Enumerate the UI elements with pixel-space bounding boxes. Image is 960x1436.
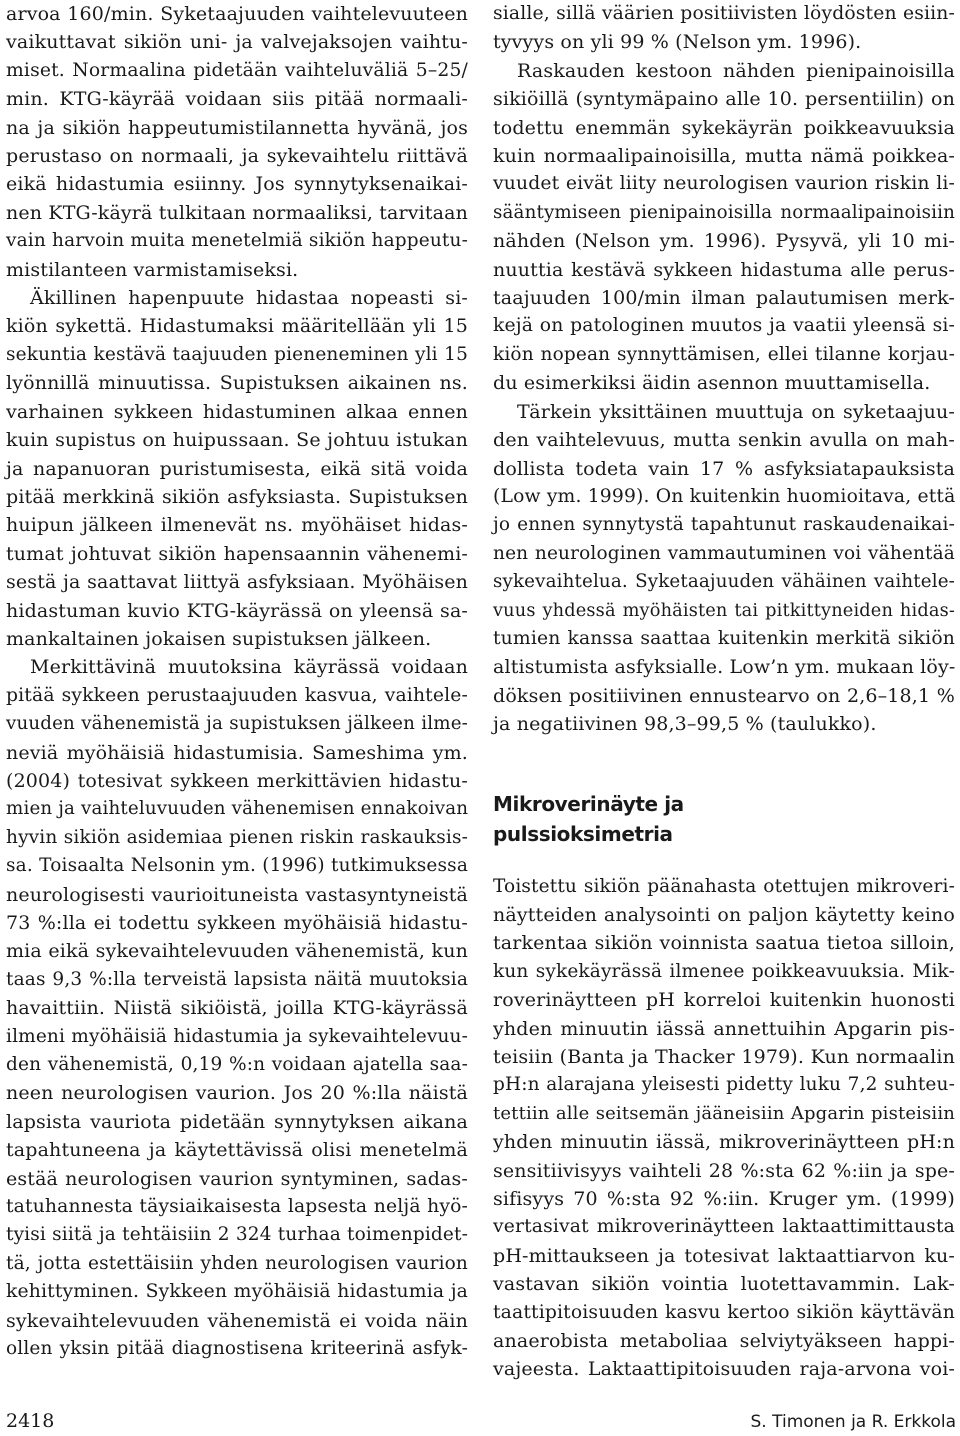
paragraph xyxy=(6,284,468,653)
text-line: tyisi siitä ja tehtäisiin 2 324 turhaa toimenpidet- xyxy=(6,1224,468,1246)
paragraph xyxy=(493,873,955,1384)
text-line: mien ja vaihteluvuuden vähenemisen ennakoivan xyxy=(6,798,469,820)
text-line: pitää merkkinä sikiön asfyksiasta. Supistuksen xyxy=(6,485,468,508)
text-line: sekuntia kestävä taajuuden pieneneminen yli 15 xyxy=(6,343,468,365)
text-line: hyvin sikiön asidemiaa pienen riskin raskauksis- xyxy=(6,826,468,848)
text-line: vuus yhdessä myöhäisten tai pitkittyneiden hidas- xyxy=(493,600,955,621)
page-footer xyxy=(0,1410,960,1436)
text-line: mistilanteen varmistamiseksi. xyxy=(6,258,299,281)
text-line: taajuuden 100/min ilman palautumisen merk- xyxy=(493,287,955,310)
text-line: neurologisesti vaurioituneista vastasyntyneistä xyxy=(6,883,468,906)
text-line: sykevaihtelua. Syketaajuuden vähäinen vaihtele- xyxy=(493,571,955,593)
right-column xyxy=(493,0,955,1384)
text-line: ilmeni myöhäisiä hidastumia ja sykevaihtelevuu- xyxy=(6,1025,468,1047)
text-line: vuudet eivät liity neurologisen vaurion riskin li- xyxy=(493,173,955,195)
text-line: vajeesta. Laktaattipitoisuuden raja-arvona voi- xyxy=(493,1358,955,1381)
text-line: tyvyys on yli 99 % (Nelson ym. 1996). xyxy=(493,31,862,54)
text-line: tatuhannesta täysiaikaisesta lapsesta neljä hyö- xyxy=(6,1196,468,1218)
text-line: kuin normaalipainoisilla, mutta nämä poikkea- xyxy=(493,145,955,168)
paragraph xyxy=(493,57,955,398)
text-line: tarkentaa sikiön voinnista saatua tietoa silloin, xyxy=(493,932,955,955)
text-line: estää neurologisen vaurion syntyminen, sadas- xyxy=(6,1167,468,1190)
text-line: den vaihtelevuus, mutta senkin avulla on mah- xyxy=(493,429,955,452)
text-line: mankaltainen jokaisen supistuksen jälkeen. xyxy=(6,627,432,650)
running-footer-authors: S. Timonen ja R. Erkkola xyxy=(750,1412,956,1432)
text-line: varhainen sykkeen hidastuminen alkaa ennen xyxy=(6,400,468,423)
text-line: anaerobista metaboliaa selviytyäkseen happi- xyxy=(493,1330,955,1353)
text-line: jo ennen synnytystä tapahtunut raskaudenaikai- xyxy=(493,514,955,536)
left-column xyxy=(6,0,468,1364)
text-line: neviä myöhäisiä hidastumisia. Sameshima ym. xyxy=(6,741,468,764)
text-line: tä, jotta estettäisiin yhden neurologisen vaurion xyxy=(6,1252,468,1274)
text-line: sialle, sillä väärien positiivisten löydösten esiin- xyxy=(493,3,955,24)
text-line: mia eikä sykevaihtelevuuden vähenemistä, kun xyxy=(6,940,468,963)
text-line: sykevaihtelevuuden vähenemistä ei voida näin xyxy=(6,1309,468,1332)
section-heading xyxy=(493,789,955,849)
text-line: näytteiden analysointi on paljon käytetty keino xyxy=(493,903,955,926)
text-line: pH-mittaukseen ja totesivat laktaattiarvon ku- xyxy=(493,1244,955,1267)
text-line: vain harvoin muita menetelmiä sikiön happeutu- xyxy=(6,230,468,252)
text-line: kun sykekäyrässä ilmenee poikkeavuuksia. Mik- xyxy=(493,960,955,982)
text-line: pitää sykkeen perustaajuuden kasvua, vaihtele- xyxy=(6,684,468,706)
text-line: sääntymiseen pienipainoisilla normaalipainoisiin xyxy=(493,201,955,223)
text-line: teisiin (Banta ja Thacker 1979). Kun normaalin xyxy=(493,1046,955,1068)
text-line: sestä ja saattavat liittyä asfyksiaan. Myöhäisen xyxy=(6,571,468,594)
text-line: hidastuman kuvio KTG-käyrässä on yleensä sa- xyxy=(6,599,468,622)
text-line: Äkillinen hapenpuute hidastaa nopeasti si- xyxy=(30,287,468,310)
text-line: (2004) totesivat sykkeen merkittävien hidastu- xyxy=(6,769,468,792)
text-line: kuin supistus on huipussaan. Se johtuu istukan xyxy=(6,429,468,452)
page-number: 2418 xyxy=(6,1410,55,1432)
text-line: altistumista asfyksialle. Low’n ym. mukaan löy- xyxy=(493,656,956,679)
text-line: sensitiivisyys vaihteli 28 %:sta 62 %:iin ja spe- xyxy=(493,1159,955,1182)
text-line: ollen yksin pitää diagnostisena kriteerinä asfyk- xyxy=(6,1338,468,1360)
text-line: havaittiin. Niistä sikiöistä, joilla KTG-käyrässä xyxy=(6,997,468,1020)
text-line: nuuttia kestävä sykkeen hidastuma alle perus- xyxy=(493,258,955,281)
text-line: nen neurologinen vammautuminen voi vähentää xyxy=(493,542,955,564)
text-line: Toistettu sikiön päänahasta otettujen mikroveri- xyxy=(493,875,955,897)
paragraph xyxy=(493,398,955,739)
text-line: tumat johtuvat sikiön hapensaannin vähenemi- xyxy=(6,542,468,565)
text-line: pH:n alarajana yleisesti pidetty luku 7,2 suhteu- xyxy=(493,1074,955,1096)
text-line: vuuden vähenemistä ja supistuksen jälkeen ilme- xyxy=(6,713,468,735)
text-line: perustaso on normaali, ja sykevaihtelu riittävä xyxy=(6,145,468,168)
spacer xyxy=(493,739,955,789)
text-line: (Low ym. 1999). On kuitenkin huomioitava, että xyxy=(493,485,956,507)
text-line: nähden (Nelson ym. 1996). Pysyvä, yli 10 mi- xyxy=(493,230,955,253)
text-line: döksen positiivinen ennustearvo on 2,6–18,1 % xyxy=(493,684,955,707)
text-line: lyönnillä minuutissa. Supistuksen aikainen ns. xyxy=(6,372,468,395)
text-line: na ja sikiön happeutumistilannetta hyvänä, jos xyxy=(6,116,468,139)
text-line: sifisyys 70 %:sta 92 %:iin. Kruger ym. (1999) xyxy=(493,1188,955,1211)
text-line: neen neurologisen vaurion. Jos 20 %:lla näistä xyxy=(6,1082,468,1105)
paragraph xyxy=(493,0,955,57)
text-line: nen KTG-käyrä tulkitaan normaaliksi, tarvitaan xyxy=(6,201,468,224)
text-line: Raskauden kestoon nähden pienipainoisilla xyxy=(517,59,955,82)
paragraph xyxy=(6,0,468,284)
text-line: tettiin alle seitsemän jääneisiin Apgarin pisteisiin xyxy=(493,1102,955,1124)
text-line: taas 9,3 %:lla terveistä lapsista näitä muutoksia xyxy=(6,968,468,990)
heading-line: Mikroverinäyte ja xyxy=(493,791,684,816)
heading-line: pulssioksimetria xyxy=(493,821,673,846)
paragraph xyxy=(6,653,468,1363)
text-line: du esimerkiksi äidin asennon muuttamisella. xyxy=(493,372,931,395)
text-line: todettu enemmän sykekäyrän poikkeavuuksia xyxy=(493,116,955,139)
text-line: vastavan sikiön vointia luotettavammin. Lak- xyxy=(493,1273,955,1296)
text-line: roverinäytteen pH korreloi kuitenkin huonosti xyxy=(493,989,955,1012)
text-line: Tärkein yksittäinen muuttuja on syketaajuu- xyxy=(517,400,955,423)
text-line: sikiöillä (syntymäpaino alle 10. persentiilin) on xyxy=(493,88,955,111)
text-line: taattipitoisuuden kasvu kertoo sikiön käyttävän xyxy=(493,1301,955,1323)
text-line: kejä on patologinen muutos ja vaatii yleensä si- xyxy=(493,315,955,337)
text-line: dollista todeta vain 17 % asfyksiatapauksista xyxy=(493,457,955,480)
text-line: miset. Normaalina pidetään vaihteluväliä 5–25/ xyxy=(6,59,468,81)
text-line: yhden minuutin iässä, mikroverinäytteen pH:n xyxy=(493,1131,955,1154)
text-line: kiön nopean synnyttämisen, ellei tilanne korjau- xyxy=(493,343,955,365)
spacer xyxy=(493,849,955,873)
text-line: eikä hidastumia esiinny. Jos synnytyksenaikai- xyxy=(6,173,468,196)
text-line: min. KTG-käyrää voidaan siis pitää normaali- xyxy=(6,88,468,111)
text-line: vaikuttavat sikiön uni- ja valvejaksojen vaihtu- xyxy=(6,31,468,54)
text-line: ja napanuoran puristumisesta, eikä sitä voida xyxy=(6,457,468,480)
text-line: vertasivat mikroverinäytteen laktaattimittausta xyxy=(493,1216,955,1238)
text-line: kehittyminen. Sykkeen myöhäisiä hidastumia ja xyxy=(6,1281,468,1303)
text-line: Merkittävinä muutoksina käyrässä voidaan xyxy=(30,656,468,679)
text-line: sa. Toisaalta Nelsonin ym. (1996) tutkimuksessa xyxy=(6,855,468,877)
text-line: huipun jälkeen ilmenevät ns. myöhäiset hidas- xyxy=(6,514,468,537)
text-line: 73 %:lla ei todettu sykkeen myöhäisiä hidastu- xyxy=(6,912,468,934)
text-line: yhden minuutin iässä annettuihin Apgarin pis- xyxy=(493,1017,955,1040)
text-line: tapahtuneena ja käytettävissä olisi menetelmä xyxy=(6,1139,468,1162)
text-line: arvoa 160/min. Syketaajuuden vaihtelevuuteen xyxy=(6,3,468,25)
text-line: ja negatiivinen 98,3–99,5 % (taulukko). xyxy=(493,713,877,736)
text-line: kiön sykettä. Hidastumaksi määritellään yli 15 xyxy=(6,315,468,338)
text-line: tumien kanssa saattaa kuitenkin merkitä sikiön xyxy=(493,627,955,649)
text-line: lapsista vauriota pidetään synnytyksen aikana xyxy=(6,1110,468,1133)
text-line: den vähenemistä, 0,19 %:n voidaan ajatella saa- xyxy=(6,1054,468,1076)
